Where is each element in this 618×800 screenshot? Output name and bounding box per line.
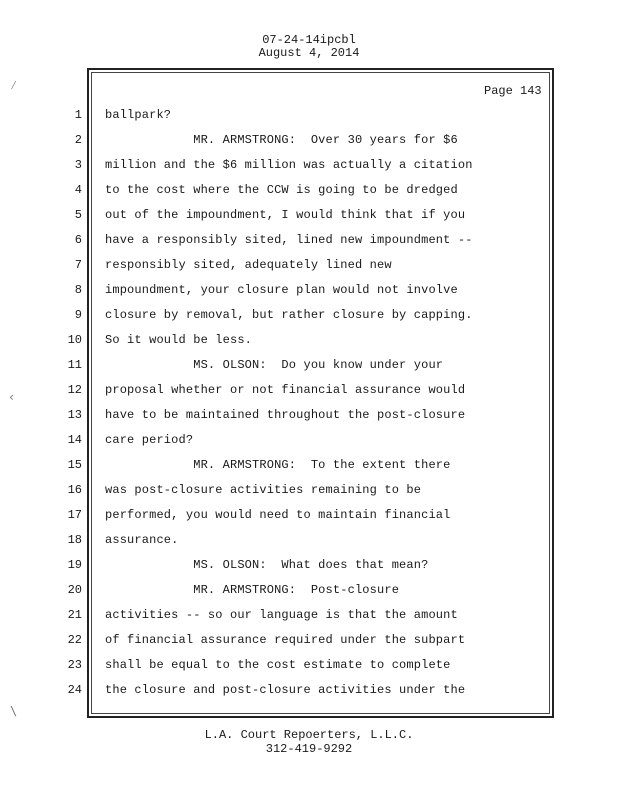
line-number: 3 xyxy=(74,158,82,172)
document-header xyxy=(0,34,618,60)
hearing-date: August 4, 2014 xyxy=(258,46,360,60)
court-reporter-name: L.A. Court Repoerters, L.L.C. xyxy=(204,728,414,742)
transcript-line: have to be maintained throughout the post-closure xyxy=(105,408,466,422)
line-number: 20 xyxy=(67,583,82,597)
line-number: 5 xyxy=(74,208,82,222)
transcript-line: of financial assurance required under the subpart xyxy=(105,633,466,647)
transcript-line: performed, you would need to maintain financial xyxy=(105,508,451,522)
line-number: 1 xyxy=(74,108,82,122)
transcript-line: MR. ARMSTRONG: Over 30 years for $6 xyxy=(105,133,458,147)
transcript-line: responsibly sited, adequately lined new xyxy=(105,258,392,272)
transcript-line: MR. ARMSTRONG: To the extent there xyxy=(105,458,451,472)
transcript-line: care period? xyxy=(105,433,194,447)
transcript-line: out of the impoundment, I would think that if you xyxy=(105,208,466,222)
transcript-line: shall be equal to the cost estimate to complete xyxy=(105,658,451,672)
line-number: 22 xyxy=(67,633,82,647)
transcript-line: impoundment, your closure plan would not involve xyxy=(105,283,458,297)
line-number: 15 xyxy=(67,458,82,472)
line-number: 4 xyxy=(74,183,82,197)
line-number-column xyxy=(60,106,82,706)
line-number: 17 xyxy=(67,508,82,522)
line-number: 13 xyxy=(67,408,82,422)
transcript-line: closure by removal, but rather closure by capping. xyxy=(105,308,473,322)
line-number: 9 xyxy=(74,308,82,322)
document-footer xyxy=(0,728,618,756)
line-number: 6 xyxy=(74,233,82,247)
line-number: 14 xyxy=(67,433,82,447)
line-number: 16 xyxy=(67,483,82,497)
line-number: 18 xyxy=(67,533,82,547)
court-reporter-phone: 312-419-9292 xyxy=(265,742,353,756)
page-number: Page 143 xyxy=(484,84,542,98)
line-number: 24 xyxy=(67,683,82,697)
transcript-line: to the cost where the CCW is going to be dredged xyxy=(105,183,458,197)
line-number: 8 xyxy=(74,283,82,297)
line-number: 12 xyxy=(67,383,82,397)
transcript-line: MR. ARMSTRONG: Post-closure xyxy=(105,583,400,597)
scan-mark: ‹ xyxy=(8,390,16,404)
line-number: 7 xyxy=(74,258,82,272)
transcript-line: was post-closure activities remaining to be xyxy=(105,483,422,497)
line-number: 2 xyxy=(74,133,82,147)
case-number: 07-24-14ipcbl xyxy=(262,33,356,47)
transcript-line: million and the $6 million was actually a citation xyxy=(105,158,473,172)
transcript-line: proposal whether or not financial assurance would xyxy=(105,383,466,397)
transcript-line: MS. OLSON: Do you know under your xyxy=(105,358,444,372)
transcript-line: activities -- so our language is that the amount xyxy=(105,608,458,622)
line-number: 21 xyxy=(67,608,82,622)
line-number: 23 xyxy=(67,658,82,672)
line-number: 19 xyxy=(67,558,82,572)
transcript-line: ballpark? xyxy=(105,108,172,122)
transcript-line: the closure and post-closure activities under the xyxy=(105,683,466,697)
line-number: 11 xyxy=(67,358,82,372)
transcript-line: assurance. xyxy=(105,533,179,547)
transcript-body xyxy=(105,106,545,706)
transcript-line: So it would be less. xyxy=(105,333,253,347)
scan-mark: \ xyxy=(10,704,18,718)
transcript-line: MS. OLSON: What does that mean? xyxy=(105,558,429,572)
scan-mark: ⁄ xyxy=(10,78,18,92)
line-number: 10 xyxy=(67,333,82,347)
transcript-line: have a responsibly sited, lined new impoundment -- xyxy=(105,233,473,247)
